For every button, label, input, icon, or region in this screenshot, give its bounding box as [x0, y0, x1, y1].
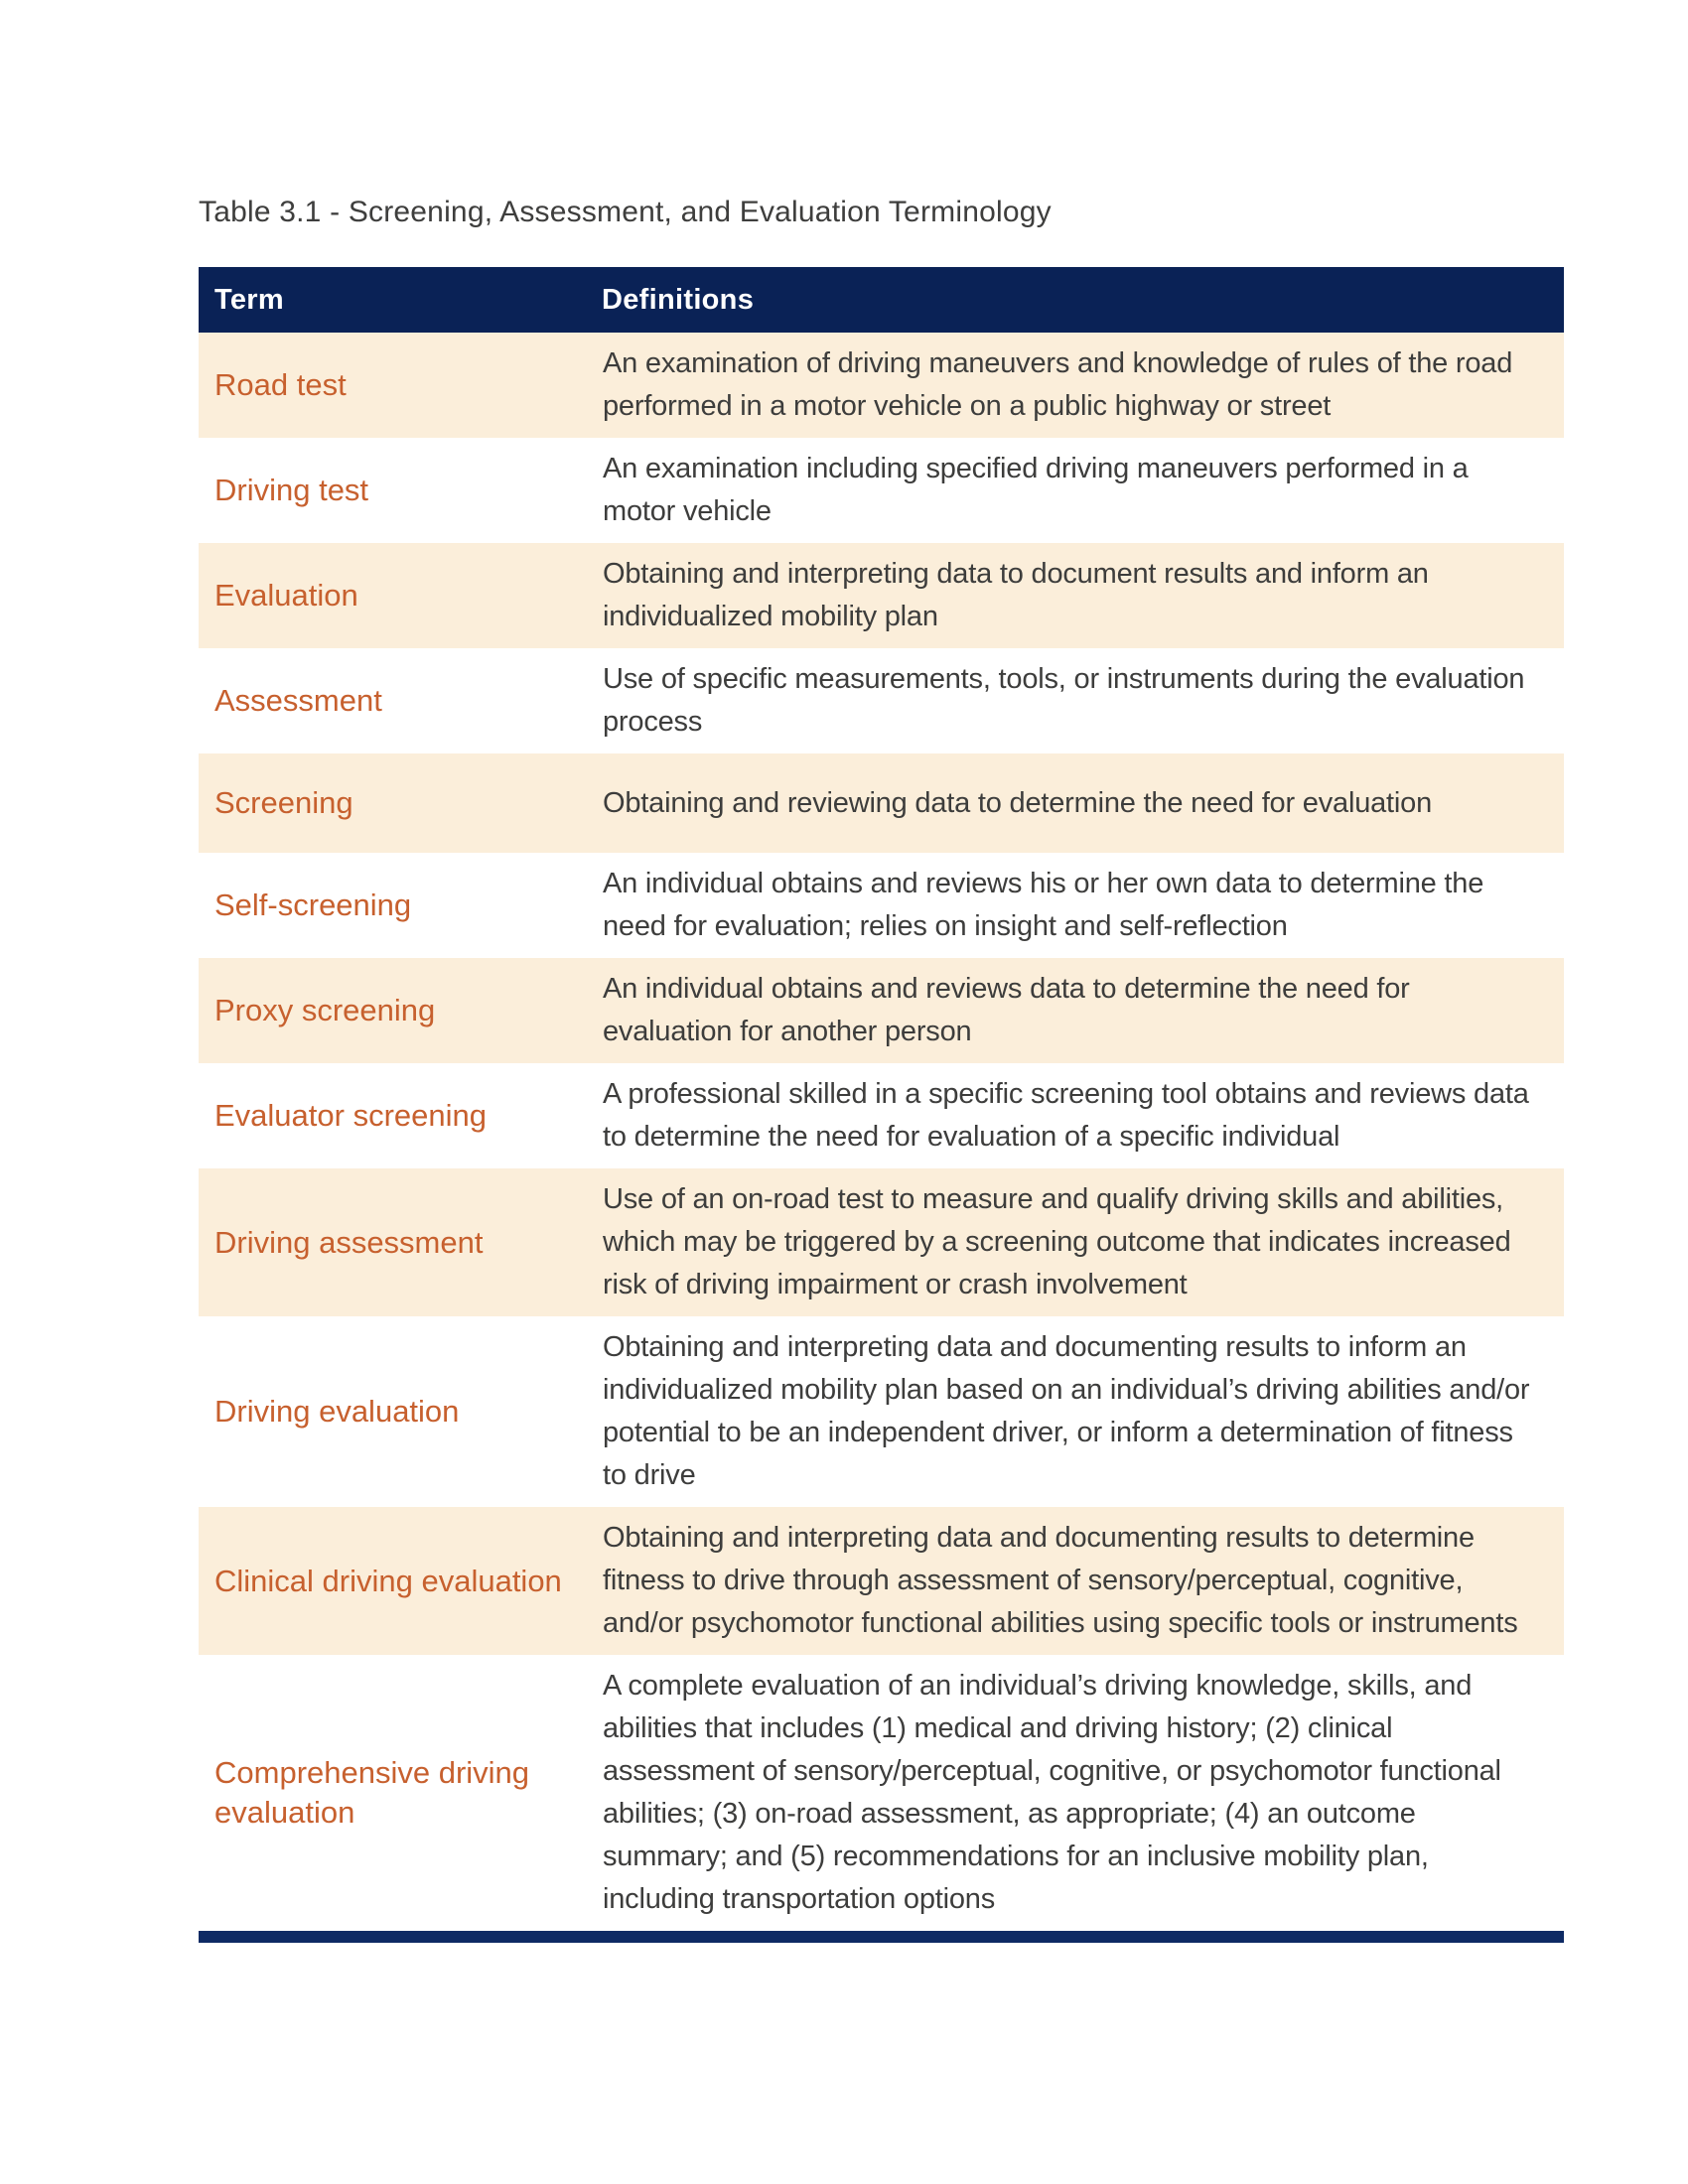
table-row [199, 1655, 1564, 1931]
table-bottom-border [199, 1931, 1564, 1943]
definition-cell: Obtaining and reviewing data to determine the need for evaluation [602, 753, 1564, 853]
table-row [199, 1316, 1564, 1507]
table-row [199, 1168, 1564, 1316]
term-cell: Clinical driving evaluation [199, 1507, 602, 1655]
term-cell: Driving test [199, 438, 602, 543]
term-cell: Road test [199, 333, 602, 438]
definition-cell: Obtaining and interpreting data to document results and inform an individualized mobility plan [602, 543, 1564, 648]
definition-cell: An individual obtains and reviews data to determine the need for evaluation for another person [602, 958, 1564, 1063]
definition-cell: An examination including specified driving maneuvers performed in a motor vehicle [602, 438, 1564, 543]
document-page [199, 195, 1564, 1943]
definitions-column-header: Definitions [602, 267, 1564, 333]
table-body [199, 333, 1564, 1931]
definition-cell: An examination of driving maneuvers and knowledge of rules of the road performed in a motor vehicle on a public highway or street [602, 333, 1564, 438]
term-cell: Evaluator screening [199, 1063, 602, 1168]
definition-cell: A complete evaluation of an individual’s driving knowledge, skills, and abilities that includes (1) medical and driving history; (2) clinical assessment of sensory/perceptual, cognitive, or psychomotor functional abilities; (3) on-road assessment, as appropriate; (4) an outcome summary; and (5) recommendations for an inclusive mobility plan, including transportation options [602, 1655, 1564, 1931]
definition-cell: A professional skilled in a specific screening tool obtains and reviews data to determine the need for evaluation of a specific individual [602, 1063, 1564, 1168]
table-header [199, 267, 1564, 333]
term-cell: Assessment [199, 648, 602, 753]
definition-cell: Use of an on-road test to measure and qualify driving skills and abilities, which may be triggered by a screening outcome that indicates increased risk of driving impairment or crash involvement [602, 1168, 1564, 1316]
table-title: Table 3.1 - Screening, Assessment, and Evaluation Terminology [199, 196, 1052, 228]
table-row [199, 648, 1564, 753]
term-column-header: Term [199, 267, 602, 333]
term-cell: Comprehensive driving evaluation [199, 1655, 602, 1931]
table-row [199, 853, 1564, 958]
definition-cell: Obtaining and interpreting data and documenting results to inform an individualized mobility plan based on an individual’s driving abilities and/or potential to be an independent driver, or inform a determination of fitness to drive [602, 1316, 1564, 1507]
definition-cell: Obtaining and interpreting data and documenting results to determine fitness to drive through assessment of sensory/perceptual, cognitive, and/or psychomotor functional abilities using specific tools or instruments [602, 1507, 1564, 1655]
table-row [199, 333, 1564, 438]
table-row [199, 1507, 1564, 1655]
definition-cell: An individual obtains and reviews his or her own data to determine the need for evaluation; relies on insight and self-reflection [602, 853, 1564, 958]
term-cell: Screening [199, 753, 602, 853]
definition-cell: Use of specific measurements, tools, or instruments during the evaluation process [602, 648, 1564, 753]
table-row [199, 753, 1564, 853]
table-row [199, 543, 1564, 648]
term-cell: Self-screening [199, 853, 602, 958]
table-row [199, 1063, 1564, 1168]
term-cell: Driving evaluation [199, 1316, 602, 1507]
term-cell: Driving assessment [199, 1168, 602, 1316]
table-header-row [199, 267, 1564, 333]
table-row [199, 438, 1564, 543]
term-cell: Proxy screening [199, 958, 602, 1063]
term-cell: Evaluation [199, 543, 602, 648]
table-row [199, 958, 1564, 1063]
terminology-table [199, 267, 1564, 1931]
